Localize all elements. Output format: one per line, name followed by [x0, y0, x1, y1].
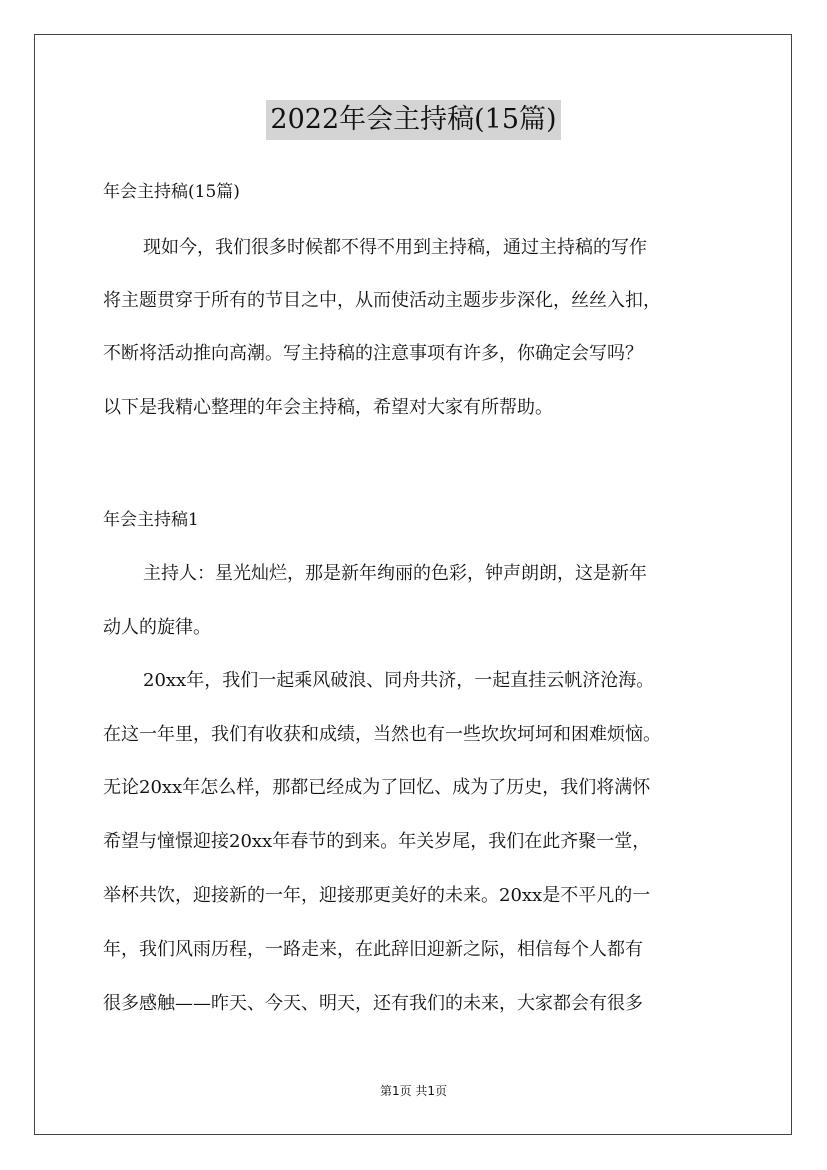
document-subtitle: 年会主持稿(15篇) — [103, 182, 240, 202]
page-number-footer: 第1页 共1页 — [379, 1084, 448, 1098]
para1-line-1: 主持人：星光灿烂，那是新年绚丽的色彩，钟声朗朗，这是新年 — [143, 563, 647, 584]
intro-line-4: 以下是我精心整理的年会主持稿，希望对大家有所帮助。 — [103, 397, 553, 418]
para2-line-7: 很多感触——昨天、今天、明天，还有我们的未来，大家都会有很多 — [103, 993, 643, 1014]
para2-line-6: 年，我们风雨历程，一路走来，在此辞旧迎新之际，相信每个人都有 — [103, 939, 643, 960]
intro-line-3: 不断将活动推向高潮。写主持稿的注意事项有许多，你确定会写吗？ — [103, 343, 643, 364]
para1-line-2: 动人的旋律。 — [103, 617, 211, 638]
para2-line-5: 举杯共饮，迎接新的一年，迎接那更美好的未来。20xx是不平凡的一 — [103, 885, 651, 906]
para2-line-3: 无论20xx年怎么样，那都已经成为了回忆、成为了历史，我们将满怀 — [103, 777, 651, 798]
para2-line-2: 在这一年里，我们有收获和成绩，当然也有一些坎坎坷坷和困难烦恼。 — [103, 724, 661, 745]
intro-line-1: 现如今，我们很多时候都不得不用到主持稿，通过主持稿的写作 — [143, 237, 647, 258]
section-heading: 年会主持稿1 — [103, 510, 199, 530]
intro-line-2: 将主题贯穿于所有的节目之中，从而使活动主题步步深化，丝丝入扣， — [103, 290, 661, 311]
title-container — [0, 100, 827, 140]
para2-line-4: 希望与憧憬迎接20xx年春节的到来。年关岁尾，我们在此齐聚一堂， — [103, 831, 651, 852]
document-title: 2022年会主持稿(15篇) — [266, 100, 560, 140]
para2-line-1: 20xx年，我们一起乘风破浪、同舟共济，一起直挂云帆济沧海。 — [143, 670, 655, 691]
